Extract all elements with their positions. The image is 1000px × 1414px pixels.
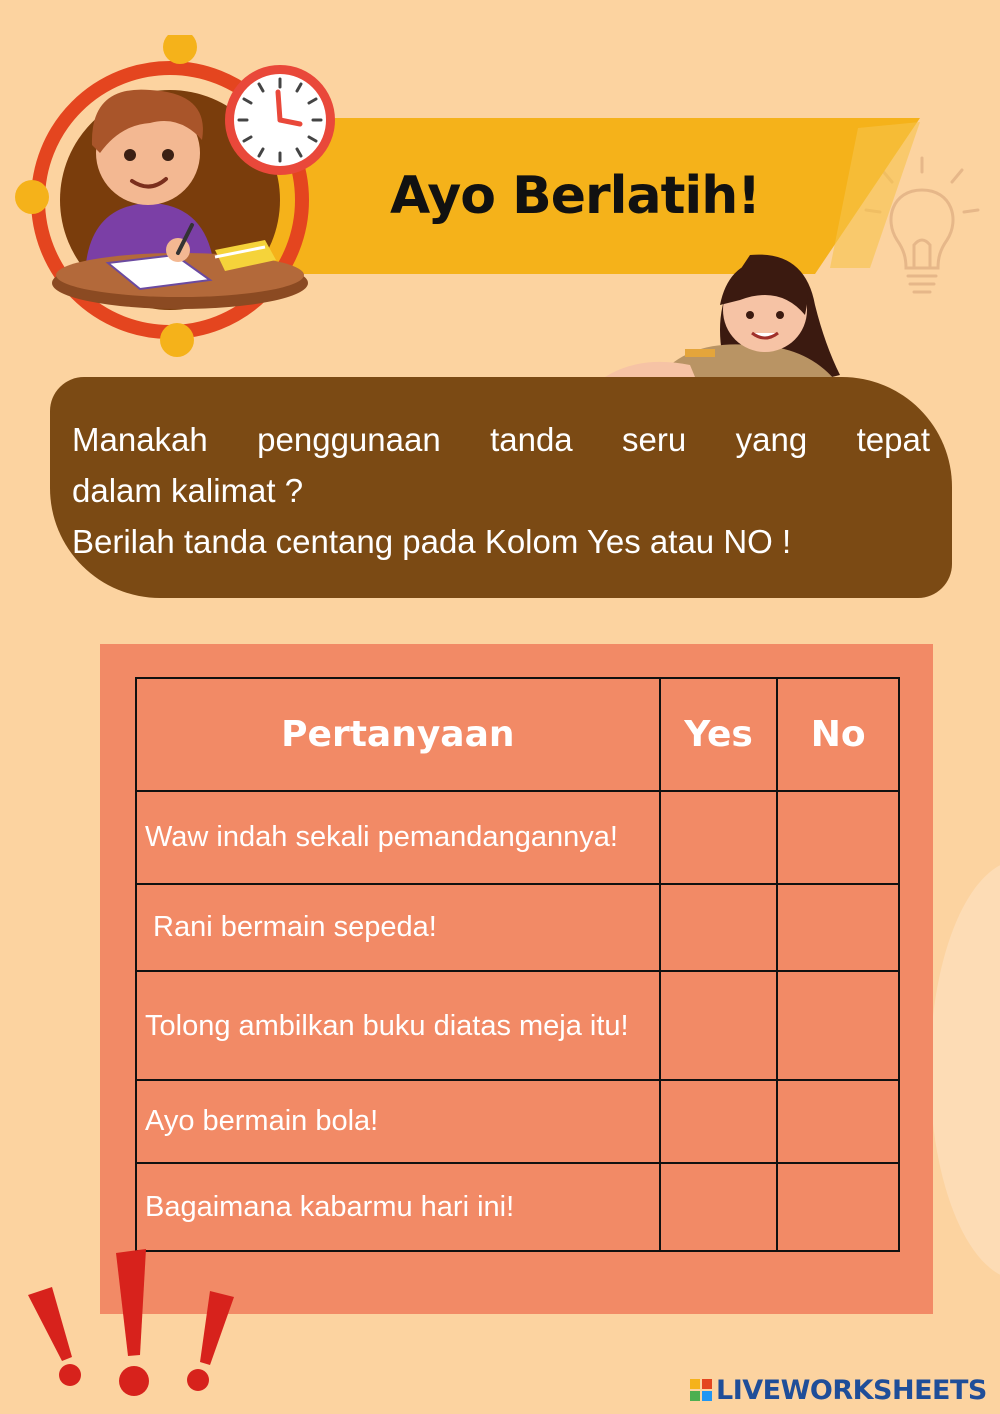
- table-header-row: [136, 678, 899, 791]
- question-cell: Tolong ambilkan buku diatas meja itu!: [136, 971, 660, 1080]
- instruction-text: [72, 414, 930, 567]
- no-cell[interactable]: [777, 1163, 899, 1251]
- clock-icon: [222, 62, 338, 178]
- instruction-line-1b: dalam kalimat ?: [72, 472, 304, 509]
- table-row: [136, 791, 899, 884]
- table-row: [136, 884, 899, 971]
- instruction-line-2: Berilah tanda centang pada Kolom Yes atau NO !: [72, 523, 792, 560]
- decorative-blob: [930, 860, 1000, 1280]
- exclamation-marks-icon: [20, 1245, 250, 1405]
- question-cell: Waw indah sekali pemandangannya!: [136, 791, 660, 884]
- header-question: Pertanyaan: [136, 678, 660, 791]
- yes-cell[interactable]: [660, 1163, 778, 1251]
- no-cell[interactable]: [777, 884, 899, 971]
- yes-cell[interactable]: [660, 1080, 778, 1163]
- table-row: [136, 1080, 899, 1163]
- header-yes: Yes: [660, 678, 778, 791]
- page-title: Ayo Berlatih!: [390, 166, 760, 226]
- yes-cell[interactable]: [660, 884, 778, 971]
- table-row: [136, 1163, 899, 1251]
- question-table: [135, 677, 900, 1252]
- question-cell: Bagaimana kabarmu hari ini!: [136, 1163, 660, 1251]
- logo-mark-icon: [690, 1379, 712, 1401]
- no-cell[interactable]: [777, 1080, 899, 1163]
- no-cell[interactable]: [777, 791, 899, 884]
- yes-cell[interactable]: [660, 971, 778, 1080]
- liveworksheets-logo: [690, 1374, 987, 1408]
- logo-text: LIVEWORKSHEETS: [716, 1375, 987, 1406]
- yes-cell[interactable]: [660, 791, 778, 884]
- table-row: [136, 971, 899, 1080]
- question-cell: Ayo bermain bola!: [136, 1080, 660, 1163]
- instruction-line-1: Manakah penggunaan tanda seru yang tepat: [72, 421, 930, 458]
- question-cell: Rani bermain sepeda!: [136, 884, 660, 971]
- no-cell[interactable]: [777, 971, 899, 1080]
- header-no: No: [777, 678, 899, 791]
